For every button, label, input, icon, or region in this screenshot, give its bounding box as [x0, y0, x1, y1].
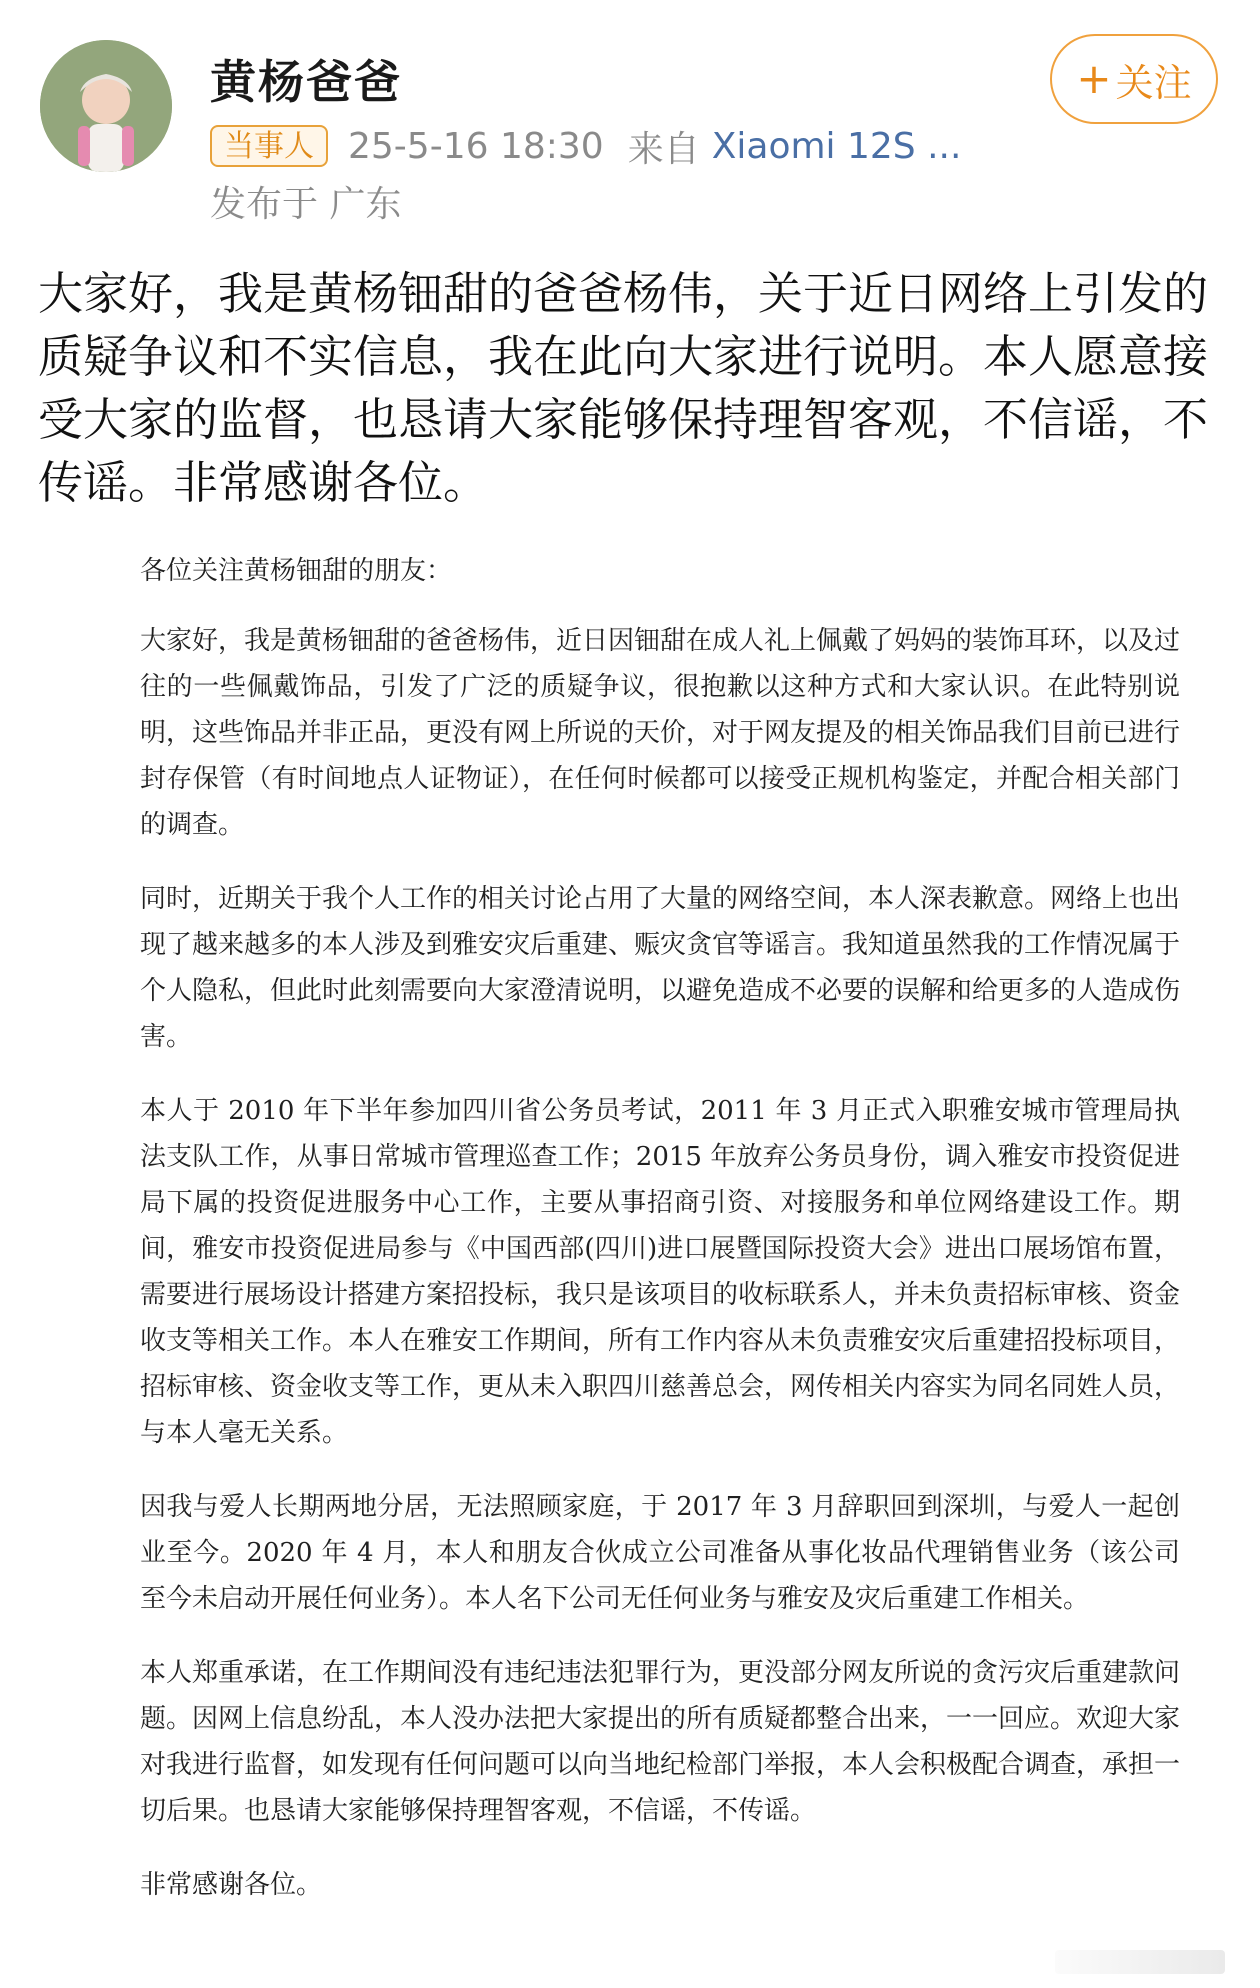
letter-paragraph: 本人郑重承诺，在工作期间没有违纪违法犯罪行为，更没部分网友所说的贪污灾后重建款问题。因网上信息纷乱，本人没办法把大家提出的所有质疑都整合出来，一一回应。欢迎大家对我进行监督，如发现有任何问题可以向当地纪检部门举报，本人会积极配合调查，承担一切后果。也恳请大家能够保持理智客观，不信谣，不传谣。 [140, 1658, 1181, 1826]
statement-letter-image[interactable] [140, 548, 1180, 1908]
avatar-image [40, 40, 172, 172]
party-badge: 当事人 [210, 125, 328, 167]
follow-label: 关注 [1115, 60, 1192, 105]
letter-paragraph: 因我与爱人长期两地分居，无法照顾家庭，于 2017 年 3 月辞职回到深圳，与爱人一起创业至今。2020 年 4 月，本人和朋友合伙成立公司准备从事化妆品代理销售业务（该公司至今未启动开展任何业务）。本人名下公司无任何业务与雅安及灾后重建工作相关。 [140, 1492, 1180, 1614]
post-timestamp: 25-5-16 18:30 [348, 125, 604, 167]
letter-closing: 非常感谢各位。 [140, 1870, 323, 1900]
letter-paragraph: 本人于 2010 年下半年参加四川省公务员考试，2011 年 3 月正式入职雅安城市管理局执法支队工作，从事日常城市管理巡查工作；2015 年放弃公务员身份，调入雅安市投资促进局下属的投资促进服务中心工作，主要从事招商引资、对接服务和单位网络建设工作。期间，雅安市投资促进局参与《中国西部(四川)进口展暨国际投资大会》进出口展场馆布置，需要进行展场设计搭建方案招投标，我只是该项目的收标联系人，并未负责招标审核、资金收支等相关工作。本人在雅安工作期间，所有工作内容从未负责雅安灾后重建招投标项目，招标审核、资金收支等工作，更从未入职四川慈善总会，网传相关内容实为同名同姓人员，与本人毫无关系。 [140, 1096, 1181, 1448]
letter-paragraph: 同时，近期关于我个人工作的相关讨论占用了大量的网络空间，本人深表歉意。网络上也出现了越来越多的本人涉及到雅安灾后重建、赈灾贪官等谣言。我知道虽然我的工作情况属于个人隐私，但此时此刻需要向大家澄清说明，以避免造成不必要的误解和给更多的人造成伤害。 [140, 884, 1181, 1052]
post-location: 发布于 广东 [210, 184, 402, 225]
letter-paragraph: 大家好，我是黄杨钿甜的爸爸杨伟，近日因钿甜在成人礼上佩戴了妈妈的装饰耳环，以及过往的一些佩戴饰品，引发了广泛的质疑争议，很抱歉以这种方式和大家认识。在此特别说明，这些饰品并非正品，更没有网上所说的天价，对于网友提及的相关饰品我们目前已进行封存保管（有时间地点人证物证），在任何时候都可以接受正规机构鉴定，并配合相关部门的调查。 [140, 626, 1181, 840]
avatar[interactable] [40, 40, 172, 172]
post-meta [210, 122, 961, 170]
author-name[interactable]: 黄杨爸爸 [210, 55, 402, 109]
device-link[interactable]: Xiaomi 12S ... [711, 125, 962, 167]
plus-icon: + [1076, 54, 1112, 103]
post-header [0, 0, 1260, 230]
source-label: 来自 [627, 128, 700, 170]
watermark [1055, 1950, 1225, 1974]
follow-button[interactable] [1050, 34, 1218, 124]
letter-salutation: 各位关注黄杨钿甜的朋友： [140, 556, 453, 586]
post-body-text: 大家好，我是黄杨钿甜的爸爸杨伟，关于近日网络上引发的质疑争议和不实信息，我在此向大家进行说明。本人愿意接受大家的监督，也恳请大家能够保持理智客观，不信谣，不传谣。非常感谢各位。 [38, 267, 1209, 509]
